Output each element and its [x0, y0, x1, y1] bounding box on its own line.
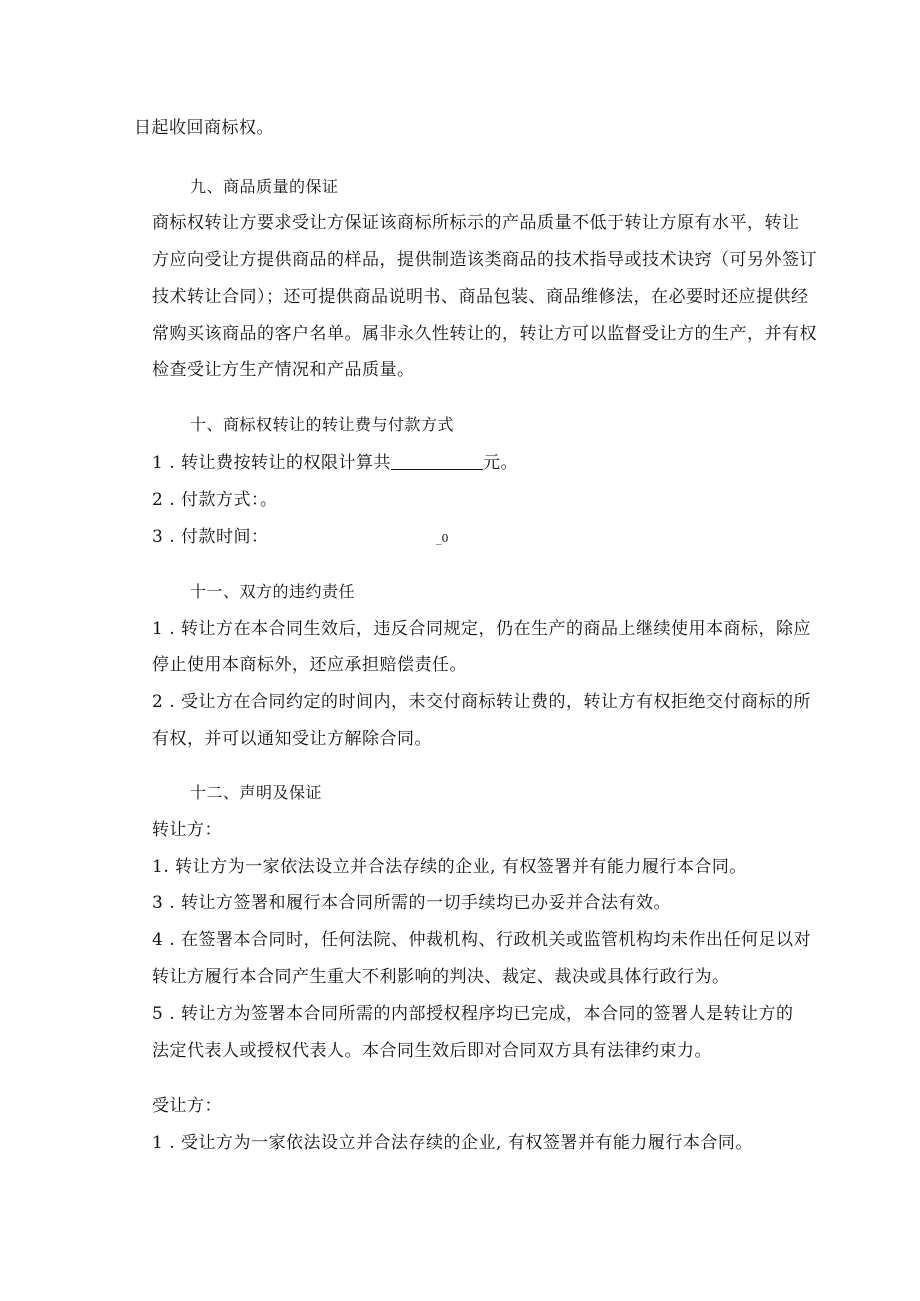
transferor-item-3: 3 . 转让方签署和履行本合同所需的一切手续均已办妥并合法有效。	[152, 893, 672, 913]
payment-time-mark: _0	[436, 532, 449, 545]
section-11-item-2-line-1: 2 . 受让方在合同约定的时间内，未交付商标转让费的，转让方有权拒绝交付商标的所	[152, 692, 812, 712]
fee-blank	[391, 453, 483, 470]
section-9-heading: 九、商品质量的保证	[190, 177, 339, 196]
transferee-label: 受让方：	[152, 1096, 222, 1116]
transferor-item-5-line-2: 法定代表人或授权代表人。本合同生效后即对合同双方具有法律约束力。	[152, 1041, 712, 1061]
transferor-item-4-line-2: 转让方履行本合同产生重大不利影响的判决、裁定、裁决或具体行政行为。	[152, 967, 730, 987]
section-11-item-1-line-2: 停止使用本商标外，还应承担赔偿责任。	[152, 655, 467, 675]
fee-text: 1 . 转让费按转让的权限计算共	[152, 453, 392, 473]
transferee-item-1: 1 . 受让方为一家依法设立并合法存续的企业, 有权签署并有能力履行本合同。	[152, 1133, 753, 1153]
section-9-line-2: 方应向受让方提供商品的样品，提供制造该类商品的技术指导或技术诀窍（可另外签订	[152, 250, 817, 270]
section-11-item-1-line-1: 1 . 转让方在本合同生效后，违反合同规定，仍在生产的商品上继续使用本商标，除应	[152, 619, 812, 639]
transferor-item-1: 1. 转让方为一家依法设立并合法存续的企业, 有权签署并有能力履行本合同。	[152, 857, 747, 877]
section-10-item-3: 3 . 付款时间：	[152, 527, 269, 547]
previous-clause-tail: 日起收回商标权。	[134, 118, 274, 138]
fee-unit: 元。	[483, 453, 519, 473]
section-11-item-2-line-2: 有权，并可以通知受让方解除合同。	[152, 729, 432, 749]
section-12-heading: 十二、声明及保证	[190, 783, 323, 802]
section-10-item-2: 2 . 付款方式：。	[152, 490, 278, 510]
section-9-line-3: 技术转让合同）；还可提供商品说明书、商品包装、商品维修法，在必要时还应提供经	[152, 287, 809, 307]
transferor-item-4-line-1: 4 . 在签署本合同时，任何法院、仲裁机构、行政机关或监管机构均未作出任何足以对	[152, 930, 812, 950]
section-11-heading: 十一、双方的违约责任	[190, 582, 356, 601]
transferor-label: 转让方：	[152, 820, 222, 840]
section-9-line-5: 检查受让方生产情况和产品质量。	[152, 360, 415, 380]
section-9-line-1: 商标权转让方要求受让方保证该商标所标示的产品质量不低于转让方原有水平，转让	[152, 213, 800, 233]
section-10-heading: 十、商标权转让的转让费与付款方式	[190, 415, 455, 434]
section-10-item-1	[152, 451, 518, 475]
section-9-line-4: 常购买该商品的客户名单。属非永久性转让的，转让方可以监督受让方的生产，并有权	[152, 324, 817, 344]
transferor-item-5-line-1: 5 . 转让方为签署本合同所需的内部授权程序均已完成，本合同的签署人是转让方的	[152, 1004, 794, 1024]
